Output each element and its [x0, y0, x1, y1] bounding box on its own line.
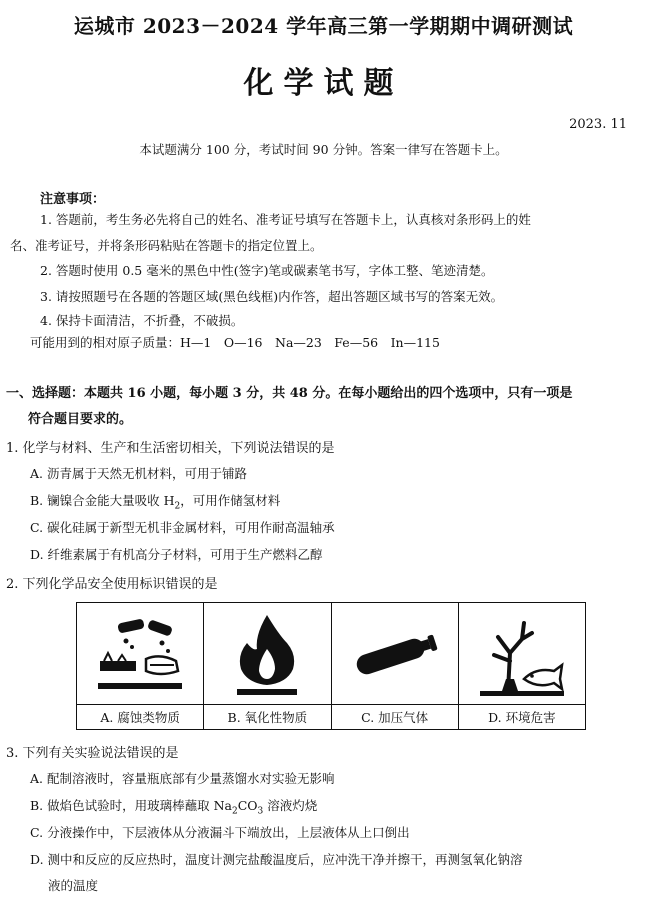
note-4: 4. 保持卡面清洁，不折叠，不破损。 — [40, 313, 244, 328]
flame-icon — [217, 609, 317, 699]
q3-option-b-sub2: 3 — [257, 806, 264, 817]
q1-option-c: C. 碳化硅属于新型无机非金属材料，可用作耐高温轴承 — [30, 520, 335, 535]
sign-cell-d — [459, 603, 585, 729]
section-heading — [6, 381, 641, 433]
sign-label-c: C. 加压气体 — [332, 704, 458, 729]
gas-cylinder-icon — [345, 609, 445, 699]
q3-option-d-line-1: D. 测中和反应的反应热时，温度计测完盐酸温度后，应冲洗干净并擦干，再测氢氧化钠溶 — [30, 852, 523, 867]
q3-option-b-post: 溶液灼烧 — [263, 798, 318, 813]
atomic-masses: 可能用到的相对原子质量：H—1 O—16 Na—23 Fe—56 In—115 — [30, 335, 440, 350]
hazard-sign-table — [76, 602, 586, 730]
q3-option-a: A. 配制溶液时，容量瓶底部有少量蒸馏水对实验无影响 — [30, 771, 335, 786]
note-3: 3. 请按照题号在各题的答题区域(黑色线框)内作答，超出答题区域书写的答案无效。 — [40, 289, 504, 304]
section-line-2: 符合题目要求的。 — [28, 412, 133, 427]
environment-hazard-icon — [472, 609, 572, 699]
notes-heading: 注意事项： — [40, 192, 106, 207]
q1-stem: 1. 化学与材料、生产和生活密切相关，下列说法错误的是 — [6, 441, 335, 456]
q1-option-a: A. 沥青属于天然无机材料，可用于铺路 — [30, 466, 247, 481]
exam-date: 2023. 11 — [569, 117, 627, 132]
sign-cell-a — [77, 603, 204, 729]
q3-option-b — [30, 796, 640, 817]
corrosive-icon — [90, 609, 190, 699]
q3-option-b-pre: B. 做焰色试验时，用玻璃棒蘸取 Na — [30, 798, 232, 813]
sign-label-a: A. 腐蚀类物质 — [77, 704, 203, 729]
q1-option-b — [30, 491, 640, 512]
q1-option-b-sub: 2 — [174, 501, 181, 512]
q3-option-d-line-2: 液的温度 — [48, 878, 99, 893]
q3-option-c: C. 分液操作中，下层液体从分液漏斗下端放出，上层液体从上口倒出 — [30, 825, 410, 840]
page-title: 化学试题 — [243, 66, 404, 101]
section-line-1: 一、选择题：本题共 16 小题，每小题 3 分，共 48 分。在每小题给出的四个选项中，只有一项是 — [6, 386, 573, 401]
note-2: 2. 答题时使用 0.5 毫米的黑色中性(签字)笔或碳素笔书写，字体工整、笔迹清楚。 — [40, 263, 494, 278]
sign-cell-c — [332, 603, 459, 729]
q3-option-b-sub1: 2 — [232, 806, 238, 817]
sign-label-d: D. 环境危害 — [459, 704, 585, 729]
q1-option-b-pre: B. 镧镍合金能大量吸收 H — [30, 493, 175, 508]
exam-header: 运城市 2023－2024 学年高三第一学期期中调研测试 — [73, 14, 574, 38]
exam-instruction: 本试题满分 100 分，考试时间 90 分钟。答案一律写在答题卡上。 — [139, 142, 508, 157]
q1-option-b-post: ，可用作储氢材料 — [180, 493, 281, 508]
note-1-line-1: 1. 答题前，考生务必先将自己的姓名、准考证号填写在答题卡上，认真核对条形码上的姓 — [40, 212, 531, 227]
sign-label-b: B. 氧化性物质 — [204, 704, 330, 729]
q2-stem: 2. 下列化学品安全使用标识错误的是 — [6, 577, 218, 592]
sign-cell-b — [204, 603, 331, 729]
note-1-line-2: 名、准考证号，并将条形码粘贴在答题卡的指定位置上。 — [10, 238, 323, 253]
note-1 — [10, 207, 640, 259]
q3-stem: 3. 下列有关实验说法错误的是 — [6, 746, 179, 761]
q3-option-b-mid: CO — [237, 798, 258, 813]
q1-option-d: D. 纤维素属于有机高分子材料，可用于生产燃料乙醇 — [30, 547, 323, 562]
